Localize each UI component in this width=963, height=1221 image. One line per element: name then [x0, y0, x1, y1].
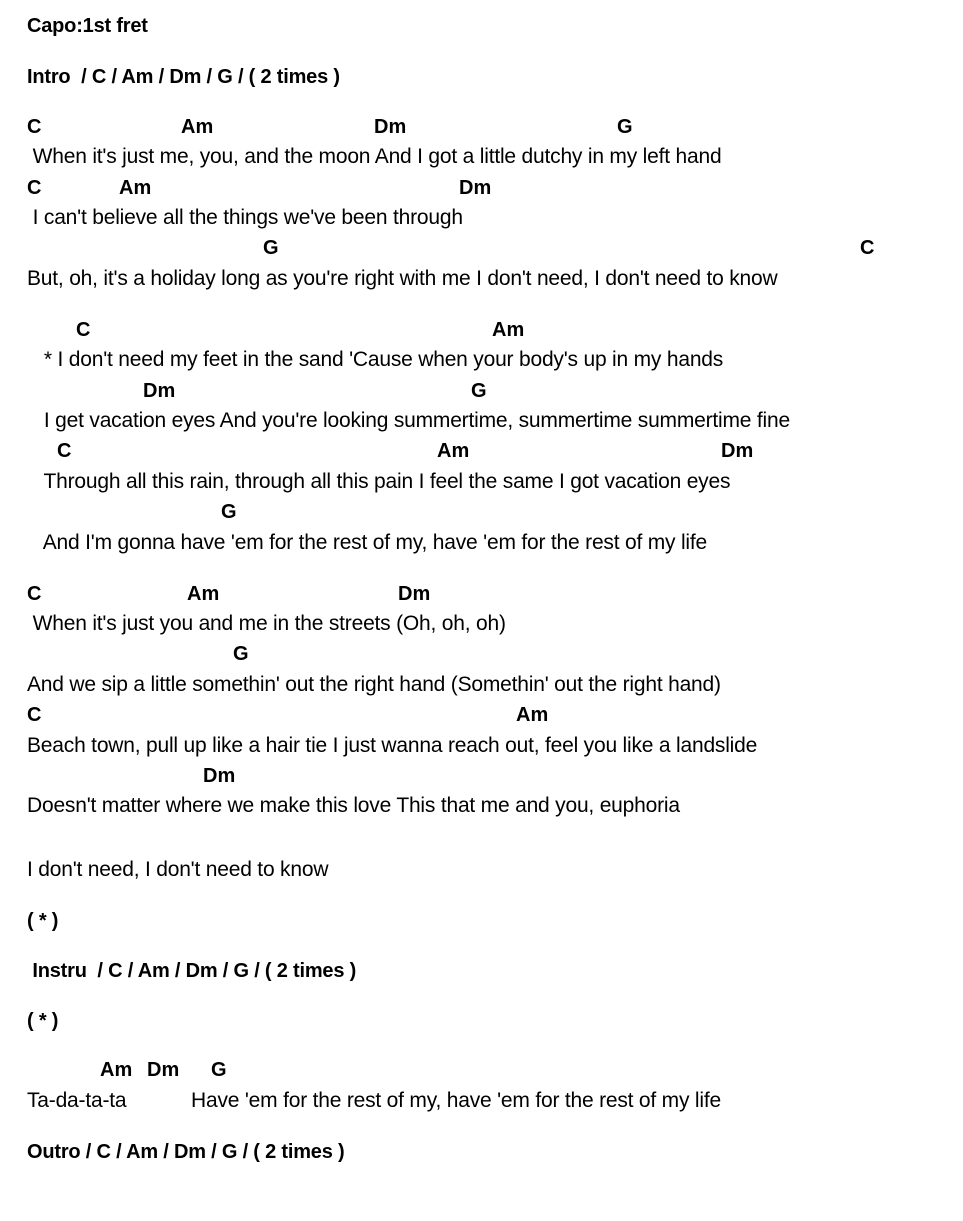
chord: C [27, 583, 42, 605]
chord: Am [187, 583, 220, 605]
chord: C [57, 440, 72, 462]
lyric-line: I can't believe all the things we've been through [27, 206, 463, 229]
chorus-repeat-marker: ( * ) [27, 1010, 59, 1032]
chord: C [27, 704, 42, 726]
lyric-line: And we sip a little somethin' out the right hand (Somethin' out the right hand) [27, 673, 721, 696]
intro-line: Intro / C / Am / Dm / G / ( 2 times ) [27, 66, 340, 88]
chord: G [211, 1059, 227, 1081]
chorus-repeat-marker: ( * ) [27, 910, 59, 932]
chord: G [233, 643, 249, 665]
outro-line: Outro / C / Am / Dm / G / ( 2 times ) [27, 1141, 345, 1163]
lyric-line: I get vacation eyes And you're looking summertime, summertime summertime fine [27, 409, 790, 432]
chord: G [471, 380, 487, 402]
chord: Dm [143, 380, 176, 402]
chord: Am [119, 177, 152, 199]
chord: G [617, 116, 633, 138]
chord: C [27, 116, 42, 138]
lyric-line: But, oh, it's a holiday long as you're right with me I don't need, I don't need to know [27, 267, 778, 290]
lyric-line: When it's just me, you, and the moon And I got a little dutchy in my left hand [27, 145, 722, 168]
chord: C [860, 237, 875, 259]
bridge-line: I don't need, I don't need to know [27, 858, 329, 881]
chord: Dm [721, 440, 754, 462]
lyric-line: And I'm gonna have 'em for the rest of my, have 'em for the rest of my life [27, 531, 708, 554]
chord: Am [100, 1059, 133, 1081]
chord: G [263, 237, 279, 259]
chord: Dm [203, 765, 236, 787]
chord: C [76, 319, 91, 341]
lyric-line: Have 'em for the rest of my, have 'em for the rest of my life [191, 1089, 721, 1112]
instru-line: Instru / C / Am / Dm / G / ( 2 times ) [27, 960, 357, 982]
lyric-line: Doesn't matter where we make this love This that me and you, euphoria [27, 794, 680, 817]
capo-note: Capo:1st fret [27, 15, 148, 37]
chord: Dm [398, 583, 431, 605]
chord: Am [437, 440, 470, 462]
lyric-line: Ta-da-ta-ta [27, 1089, 127, 1112]
lyric-line: * I don't need my feet in the sand 'Cause when your body's up in my hands [27, 348, 724, 371]
chord: Dm [147, 1059, 180, 1081]
chord: Dm [374, 116, 407, 138]
chord: C [27, 177, 42, 199]
chord: G [221, 501, 237, 523]
lyric-line: Beach town, pull up like a hair tie I just wanna reach out, feel you like a landslide [27, 734, 758, 757]
lyric-line: When it's just you and me in the streets (Oh, oh, oh) [27, 612, 506, 635]
chord: Am [492, 319, 525, 341]
lyric-line: Through all this rain, through all this pain I feel the same I got vacation eyes [27, 470, 731, 493]
chord: Am [181, 116, 214, 138]
chord: Am [516, 704, 549, 726]
chord: Dm [459, 177, 492, 199]
